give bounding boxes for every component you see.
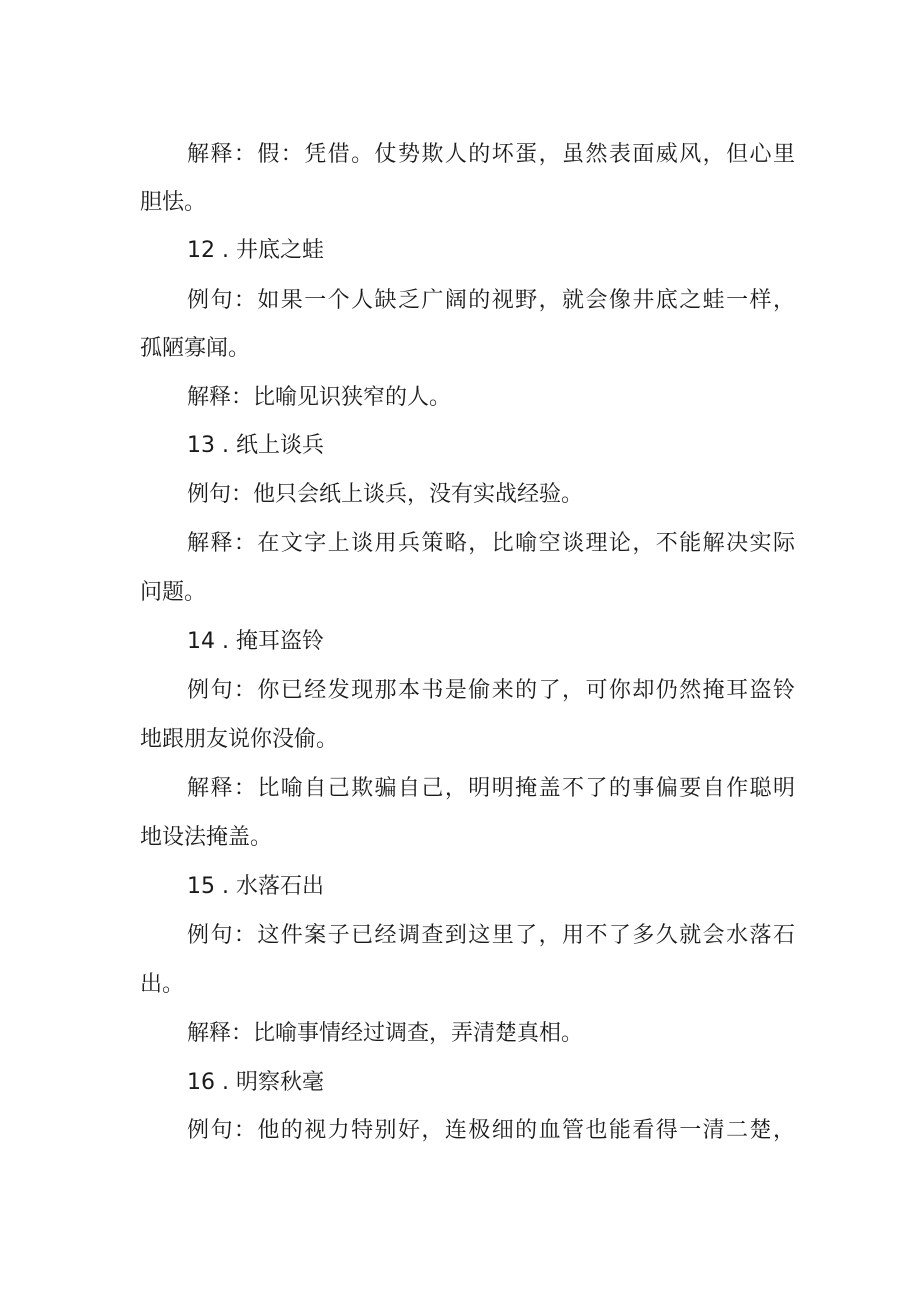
text-line: 解释：比喻见识狭窄的人。 [187, 385, 452, 410]
text-line: 14 . 掩耳盗铃 [187, 629, 324, 654]
text-line: 例句：这件案子已经调查到这里了，用不了多久就会水落石 [187, 923, 795, 948]
text-line: 胆怯。 [140, 190, 207, 215]
text-line: 出。 [140, 972, 185, 997]
text-line: 解释：比喻事情经过调查，弄清楚真相。 [187, 1021, 584, 1046]
text-line: 12 . 井底之蛙 [187, 238, 324, 263]
text-line: 地跟朋友说你没偷。 [140, 727, 339, 752]
text-line: 例句：如果一个人缺乏广阔的视野，就会像井底之蛙一样， [187, 288, 795, 313]
text-line: 解释：比喻自己欺骗自己，明明掩盖不了的事偏要自作聪明 [187, 776, 795, 801]
text-line: 16 . 明察秋毫 [187, 1070, 324, 1095]
text-line: 15 . 水落石出 [187, 874, 324, 899]
text-line: 地设法掩盖。 [140, 825, 273, 850]
text-line: 问题。 [140, 580, 207, 605]
text-line: 解释：假：凭借。仗势欺人的坏蛋，虽然表面威风，但心里 [187, 142, 795, 167]
text-line: 例句：他的视力特别好，连极细的血管也能看得一清二楚， [187, 1118, 795, 1143]
text-line: 解释：在文字上谈用兵策略，比喻空谈理论，不能解决实际 [187, 531, 795, 556]
text-line: 例句：他只会纸上谈兵，没有实战经验。 [187, 482, 584, 507]
text-line: 13 . 纸上谈兵 [187, 433, 324, 458]
text-line: 例句：你已经发现那本书是偷来的了，可你却仍然掩耳盗铃 [187, 678, 795, 703]
text-line: 孤陋寡闻。 [140, 336, 251, 361]
